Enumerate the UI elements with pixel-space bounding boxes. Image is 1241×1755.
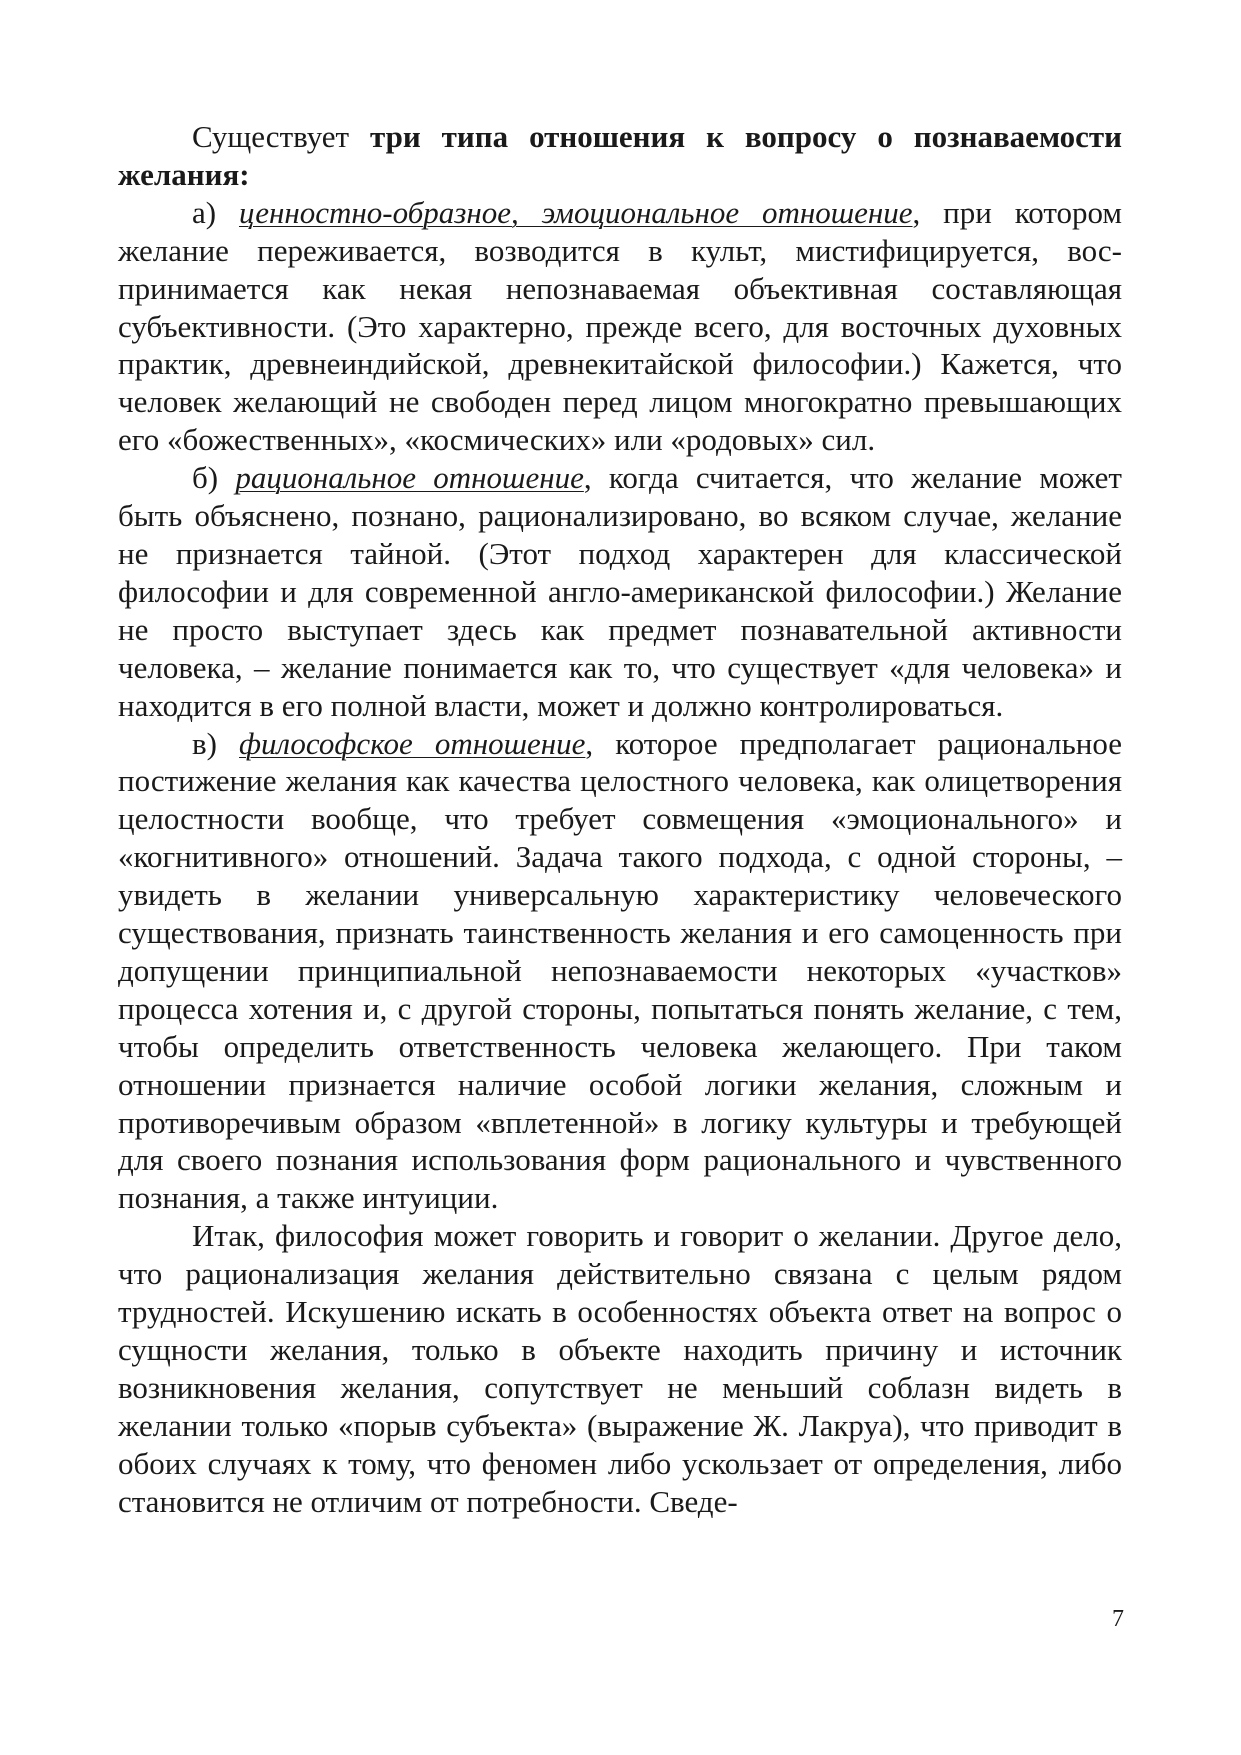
item-marker-a: а): [192, 194, 239, 230]
body-text: [118, 118, 1122, 1521]
term-rational-attitude: рациональное отношение: [235, 460, 584, 496]
paragraph-conclusion-body: Итак, философия может говорить и говорит о желании. Другое дело, что рационализация желания действительно связана с целым рядом трудностей. Искушению искать в особенностях объекта ответ на вопрос о сущности желания, только в объекте находить причину и источник возникновения желания, сопутствует не меньший соблазн видеть в желании только «порыв субъекта» (выражение Ж. Лакруа), что приводит в обоих случаях к тому, что феномен либо ускользает от определения, либо становится не отличим от потребности. Сведе-: [118, 1218, 1122, 1519]
paragraph-intro: [118, 118, 1122, 194]
paragraph-conclusion: [118, 1217, 1122, 1520]
paragraph-b: [118, 459, 1122, 724]
intro-text: Существует: [192, 119, 371, 154]
term-philosophical-attitude: философское отношение: [239, 725, 586, 761]
paragraph-b-body: , когда считается, что желание может быть объяснено, познано, рационализировано, во всяком случае, желание не признается тайной. (Этот подход характерен для классической философии и для современной англо-американской философии.) Желание не просто выступает здесь как предмет познавательной активности человека, – желание понимается как то, что существует «для человека» и находится в его полной власти, может и должно контролироваться.: [118, 460, 1122, 723]
term-emotional-attitude: ценностно-образное, эмоциональное отношение: [238, 194, 913, 230]
paragraph-a: [118, 194, 1122, 459]
item-marker-c: в): [192, 725, 240, 761]
paragraph-c: [118, 725, 1122, 1218]
intro-bold-text: три типа отношения к вопросу о познаваемости желания:: [118, 119, 1122, 192]
item-marker-b: б): [192, 460, 236, 496]
page-number: 7: [1112, 1606, 1124, 1632]
paragraph-c-body: , которое предполагает рациональное постижение желания как качества целостного человека, как олицетворения целостности вообще, что требует совмещения «эмоционального» и «когнитивного» отношений. Задача такого подхода, с одной стороны, – увидеть в желании универсальную характеристику человеческого существования, признать таинственность желания и его самоценность при допущении принципиальной непознаваемости некоторых «участков» процесса хотения и, с другой стороны, попытаться понять желание, с тем, чтобы определить ответственность человека желающего. При таком отношении признается наличие особой логики желания, сложным и противоречивым образом «вплетенной» в логику культуры и требующей для своего познания использования форм рационального и чувственного познания, а также интуиции.: [118, 725, 1122, 1216]
paragraph-a-body: , при котором желание переживается, возводится в культ, мистифицируется, воспринимается как некая непознаваемая объективная составляющая субъективности. (Это характерно, прежде всего, для восточных духовных практик, древнеиндийской, древнекитайской философии.) Кажется, что человек желающий не свободен перед лицом многократно превышающих его «божественных», «космических» или «родовых» сил.: [118, 194, 1122, 458]
